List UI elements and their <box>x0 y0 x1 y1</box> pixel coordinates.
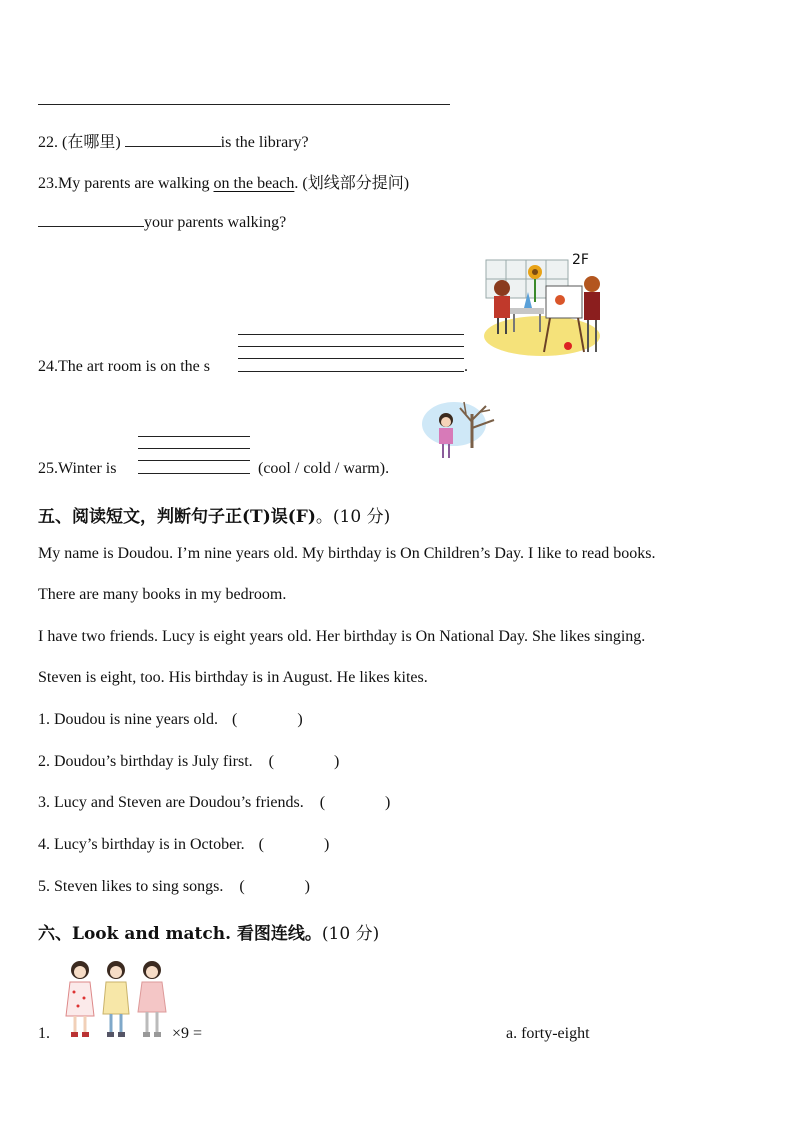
three-girls-illustration <box>62 958 172 1042</box>
q25-options: (cool / cold / warm). <box>258 460 390 477</box>
question-23 <box>38 170 409 193</box>
q24-writing-line-2[interactable] <box>238 346 464 347</box>
q23-answer-text: your parents walking? <box>144 214 287 231</box>
section-5-true-mark: (T) <box>242 507 271 527</box>
section-6-heading <box>38 919 379 944</box>
q24-writing-line-1[interactable] <box>238 334 464 335</box>
q23-number: 23. <box>38 175 58 192</box>
statement-1-text: 1. Doudou is nine years old. <box>38 711 218 728</box>
statement-2 <box>38 753 339 771</box>
statement-3-answer[interactable]: ( ) <box>319 794 391 811</box>
q22-answer-blank[interactable] <box>125 132 221 147</box>
q23-answer-blank[interactable] <box>38 212 144 227</box>
statement-3-text: 3. Lucy and Steven are Doudou’s friends. <box>38 794 304 811</box>
match-1-expression: ×9 = <box>172 1025 203 1042</box>
section-5-heading <box>38 502 390 527</box>
section-5-title: 阅读短文，判断句子正 <box>72 507 242 527</box>
q23-text: My parents are walking <box>58 175 214 192</box>
statement-4-text: 4. Lucy’s birthday is in October. <box>38 836 245 853</box>
statement-1-answer[interactable]: ( ) <box>231 711 303 728</box>
statement-1 <box>38 711 303 729</box>
q22-number: 22. <box>38 134 58 151</box>
statement-3 <box>38 794 390 812</box>
q25-writing-line-4[interactable] <box>138 473 250 474</box>
section-5-false-mark: (F) <box>287 507 316 527</box>
q24-text: 24.The art room is on the s <box>38 358 210 375</box>
section-5-score: 。(10 分) <box>315 507 391 527</box>
match-1-number: 1. <box>38 1025 50 1042</box>
art-room-picture <box>480 252 610 370</box>
section-6-chinese-title: 看图连线。 <box>236 924 322 944</box>
passage-line-3: I have two friends. Lucy is eight years old. Her birthday is On National Day. She likes singing. <box>38 628 646 645</box>
statement-4 <box>38 836 329 854</box>
section-6-title: Look and match. <box>72 924 231 944</box>
statement-5-answer[interactable]: ( ) <box>239 878 310 895</box>
question-24 <box>38 358 210 376</box>
statement-2-text: 2. Doudou’s birthday is July first. <box>38 753 253 770</box>
q23-answer-row <box>38 212 286 232</box>
q24-writing-line-3[interactable] <box>238 358 464 359</box>
q25-text: 25.Winter is <box>38 460 117 477</box>
q23-underlined-phrase: on the beach <box>213 175 295 192</box>
art-room-illustration <box>480 252 610 370</box>
three-girls-picture <box>62 958 172 1042</box>
q21-answer-line[interactable] <box>38 104 450 105</box>
floor-label: 2F <box>572 252 589 268</box>
passage-line-1: My name is Doudou. I’m nine years old. My birthday is On Children’s Day. I like to read books. <box>38 545 656 562</box>
section-6-number: 六、 <box>38 924 72 944</box>
statement-5 <box>38 878 310 896</box>
section-5-number: 五、 <box>38 507 72 527</box>
match-1-answer-option[interactable]: a. forty-eight <box>506 1025 590 1042</box>
q22-text: is the library? <box>220 134 309 151</box>
section-5-title-mid: 误 <box>270 507 288 527</box>
statement-4-answer[interactable]: ( ) <box>258 836 330 853</box>
q25-writing-line-3[interactable] <box>138 460 250 461</box>
section-6-score: (10 分) <box>321 924 380 944</box>
q25-writing-line-2[interactable] <box>138 448 250 449</box>
question-22 <box>38 129 309 152</box>
q23-instruction: . (划线部分提问) <box>294 175 410 192</box>
q24-end-period: . <box>464 358 468 375</box>
q25-writing-line-1[interactable] <box>138 436 250 437</box>
q22-hint: (在哪里) <box>62 134 121 151</box>
statement-5-text: 5. Steven likes to sing songs. <box>38 878 224 895</box>
q24-writing-line-4[interactable] <box>238 371 464 372</box>
winter-illustration <box>420 398 500 466</box>
passage-line-2: There are many books in my bedroom. <box>38 586 287 603</box>
passage-line-4: Steven is eight, too. His birthday is in August. He likes kites. <box>38 669 428 686</box>
question-25 <box>38 460 116 478</box>
statement-2-answer[interactable]: ( ) <box>268 753 340 770</box>
winter-picture <box>420 398 500 466</box>
